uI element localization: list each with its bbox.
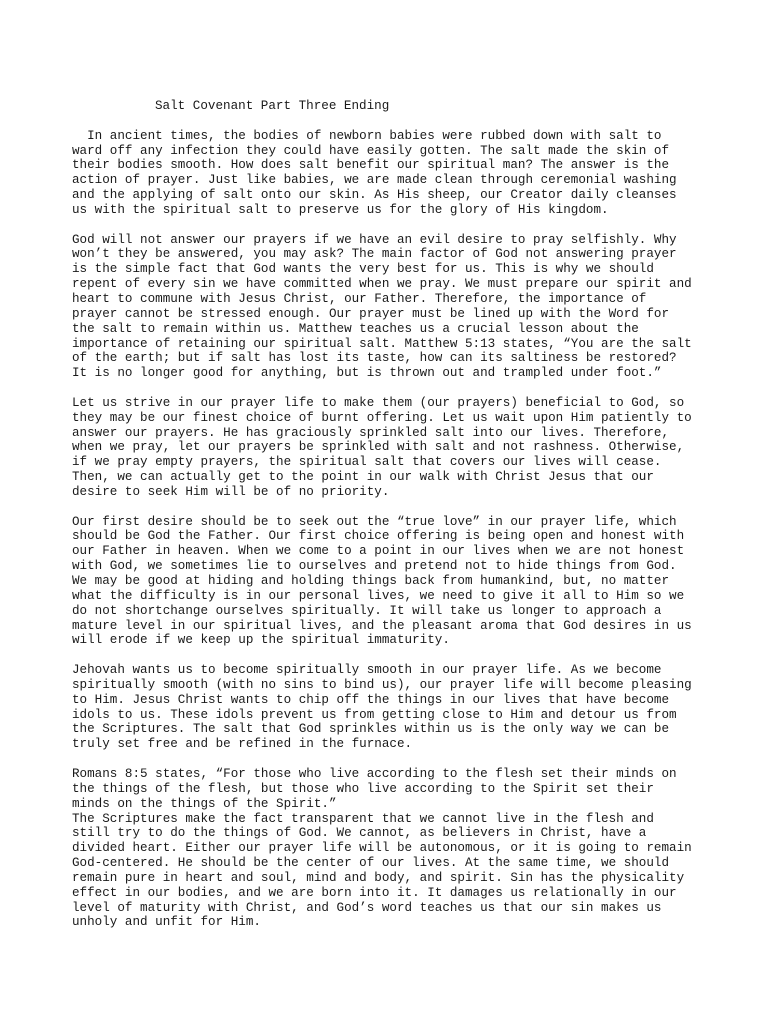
paragraph <box>72 767 702 812</box>
paragraph-line: Romans 8:5 states, “For those who live according to the flesh set their minds on <box>72 766 677 781</box>
paragraph-line: divided heart. Either our prayer life will be autonomous, or it is going to remain <box>72 841 692 856</box>
paragraph-line: In ancient times, the bodies of newborn babies were rubbed down with salt to <box>72 128 662 143</box>
paragraph-line: We may be good at hiding and holding things back from humankind, but, no matter <box>72 574 670 588</box>
paragraph-line: the salt to remain within us. Matthew teaches us a crucial lesson about the <box>72 321 639 336</box>
paragraph-line: Then, we can actually get to the point in our walk with Christ Jesus that our <box>72 470 654 485</box>
document-body <box>72 99 702 945</box>
paragraph-line: prayer cannot be stressed enough. Our prayer must be lined up with the Word for <box>72 306 670 321</box>
paragraph-line: of the earth; but if salt has lost its taste, how can its saltiness be restored? <box>72 351 677 366</box>
paragraph-line: our Father in heaven. When we come to a point in our lives when we are not honest <box>72 544 685 559</box>
paragraph-line: action of prayer. Just like babies, we are made clean through ceremonial washing <box>72 173 677 188</box>
paragraph-list <box>72 129 702 931</box>
document-title: Salt Covenant Part Three Ending <box>155 99 390 113</box>
paragraph-line: with God, we sometimes lie to ourselves and pretend not to hide things from God. <box>72 559 677 574</box>
paragraph-line: their bodies smooth. How does salt benefit our spiritual man? The answer is the <box>72 158 670 173</box>
paragraph-line: will erode if we keep up the spiritual immaturity. <box>72 633 450 648</box>
paragraph-line: when we pray, let our prayers be sprinkled with salt and not rashness. Otherwise, <box>72 440 685 455</box>
paragraph-line: heart to commune with Jesus Christ, our Father. Therefore, the importance of <box>72 291 647 306</box>
paragraph-line: mature level in our spiritual lives, and the pleasant aroma that God desires in us <box>72 618 692 633</box>
paragraph-line: It is no longer good for anything, but is thrown out and trampled under foot.” <box>72 366 662 381</box>
paragraph-line: God-centered. He should be the center of our lives. At the same time, we should <box>72 856 670 871</box>
paragraph-line: Our first desire should be to seek out the “true love” in our prayer life, which <box>72 514 677 529</box>
paragraph-line: the Scriptures. The salt that God sprinkles within us is the only way we can be <box>72 722 670 737</box>
paragraph-line: God will not answer our prayers if we have an evil desire to pray selfishly. Why <box>72 232 677 247</box>
paragraph-line: do not shortchange ourselves spiritually. It will take us longer to approach a <box>72 603 662 618</box>
paragraph-line: minds on the things of the Spirit.” <box>72 796 337 811</box>
paragraph-line: still try to do the things of God. We cannot, as believers in Christ, have a <box>72 826 647 841</box>
paragraph <box>72 812 702 931</box>
paragraph-line: repent of every sin we have committed when we pray. We must prepare our spirit and <box>72 277 692 292</box>
paragraph <box>72 515 702 649</box>
paragraph-line: should be God the Father. Our first choice offering is being open and honest with <box>72 529 685 544</box>
paragraph-line: unholy and unfit for Him. <box>72 915 261 930</box>
paragraph-line: importance of retaining our spiritual salt. Matthew 5:13 states, “You are the salt <box>72 336 692 351</box>
paragraph-line: effect in our bodies, and we are born into it. It damages us relationally in our <box>72 885 677 900</box>
paragraph <box>72 233 702 381</box>
paragraph-line: spiritually smooth (with no sins to bind us), our prayer life will become pleasing <box>72 677 692 692</box>
paragraph-line: us with the spiritual salt to preserve us for the glory of His kingdom. <box>72 202 609 217</box>
paragraph-line: truly set free and be refined in the furnace. <box>72 737 413 752</box>
paragraph-line: ward off any infection they could have easily gotten. The salt made the skin of <box>72 143 670 158</box>
paragraph-line: and the applying of salt onto our skin. As His sheep, our Creator daily cleanses <box>72 188 677 203</box>
paragraph-line: answer our prayers. He has graciously sprinkled salt into our lives. Therefore, <box>72 425 670 440</box>
paragraph <box>72 663 702 752</box>
paragraph <box>72 396 702 500</box>
paragraph-line: what the difficulty is in our personal lives, we need to give it all to Him so we <box>72 588 685 603</box>
paragraph-line: remain pure in heart and soul, mind and body, and spirit. Sin has the physicality <box>72 870 685 885</box>
paragraph-line: idols to us. These idols prevent us from getting close to Him and detour us from <box>72 707 677 722</box>
paragraph-line: they may be our finest choice of burnt offering. Let us wait upon Him patiently to <box>72 410 692 425</box>
paragraph-line: to Him. Jesus Christ wants to chip off the things in our lives that have become <box>72 692 670 707</box>
paragraph-line: The Scriptures make the fact transparent that we cannot live in the flesh and <box>72 811 654 826</box>
paragraph-line: the things of the flesh, but those who live according to the Spirit set their <box>72 781 654 796</box>
paragraph-line: level of maturity with Christ, and God’s word teaches us that our sin makes us <box>72 900 662 915</box>
paragraph-line: won’t they be answered, you may ask? The main factor of God not answering prayer <box>72 247 677 262</box>
paragraph-line: if we pray empty prayers, the spiritual salt that covers our lives will cease. <box>72 455 662 470</box>
paragraph <box>72 129 702 218</box>
paragraph-line: Let us strive in our prayer life to make them (our prayers) beneficial to God, so <box>72 395 685 410</box>
paragraph-line: desire to seek Him will be of no priority. <box>72 484 390 499</box>
paragraph-line: is the simple fact that God wants the very best for us. This is why we should <box>72 262 654 277</box>
paragraph-line: Jehovah wants us to become spiritually smooth in our prayer life. As we become <box>72 663 662 678</box>
